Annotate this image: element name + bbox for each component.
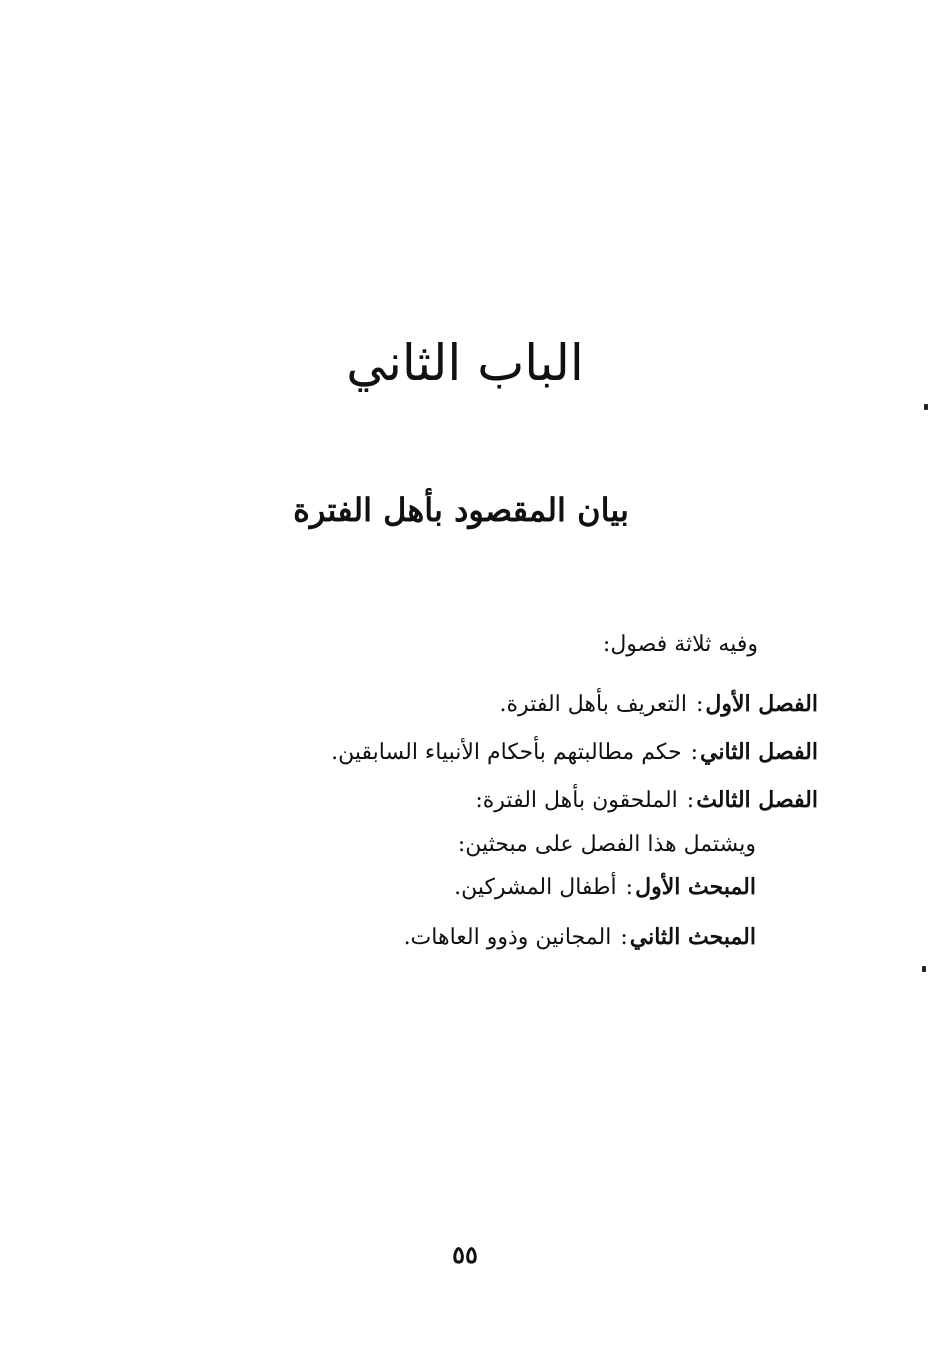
section-item bbox=[404, 862, 756, 912]
chapter-separator: : bbox=[686, 788, 695, 813]
section-title: المجانين وذوو العاهات. bbox=[403, 925, 612, 950]
section-item bbox=[404, 912, 756, 962]
section-separator: : bbox=[625, 875, 634, 900]
scan-speck bbox=[922, 966, 926, 972]
chapter-item bbox=[331, 776, 818, 824]
chapter-separator: : bbox=[695, 692, 704, 717]
sections-intro: ويشتمل هذا الفصل على مبحثين: bbox=[457, 832, 756, 857]
chapter-label: الفصل الثالث bbox=[696, 787, 818, 813]
section-label: المبحث الثاني bbox=[629, 924, 756, 950]
chapter-title: الملحقون بأهل الفترة: bbox=[475, 788, 678, 813]
chapter-title: حكم مطالبتهم بأحكام الأنبياء السابقين. bbox=[331, 740, 682, 765]
section-title: أطفال المشركين. bbox=[454, 875, 617, 900]
chapter-item bbox=[331, 728, 818, 776]
chapter-label: الفصل الثاني bbox=[700, 739, 818, 765]
chapter-list bbox=[331, 680, 818, 824]
page-number: ٥٥ bbox=[452, 1240, 478, 1269]
chapter-title: التعريف بأهل الفترة. bbox=[499, 692, 687, 717]
chapter-separator: : bbox=[690, 740, 699, 765]
section-label: المبحث الأول bbox=[635, 874, 756, 900]
chapter-label: الفصل الأول bbox=[705, 691, 818, 717]
scan-speck bbox=[924, 404, 928, 410]
part-title: الباب الثاني bbox=[346, 334, 584, 392]
section-separator: : bbox=[620, 925, 628, 950]
chapter-item bbox=[331, 680, 818, 728]
part-subtitle: بيان المقصود بأهل الفترة bbox=[293, 491, 629, 529]
chapters-intro: وفيه ثلاثة فصول: bbox=[602, 632, 758, 657]
section-list bbox=[404, 862, 756, 962]
